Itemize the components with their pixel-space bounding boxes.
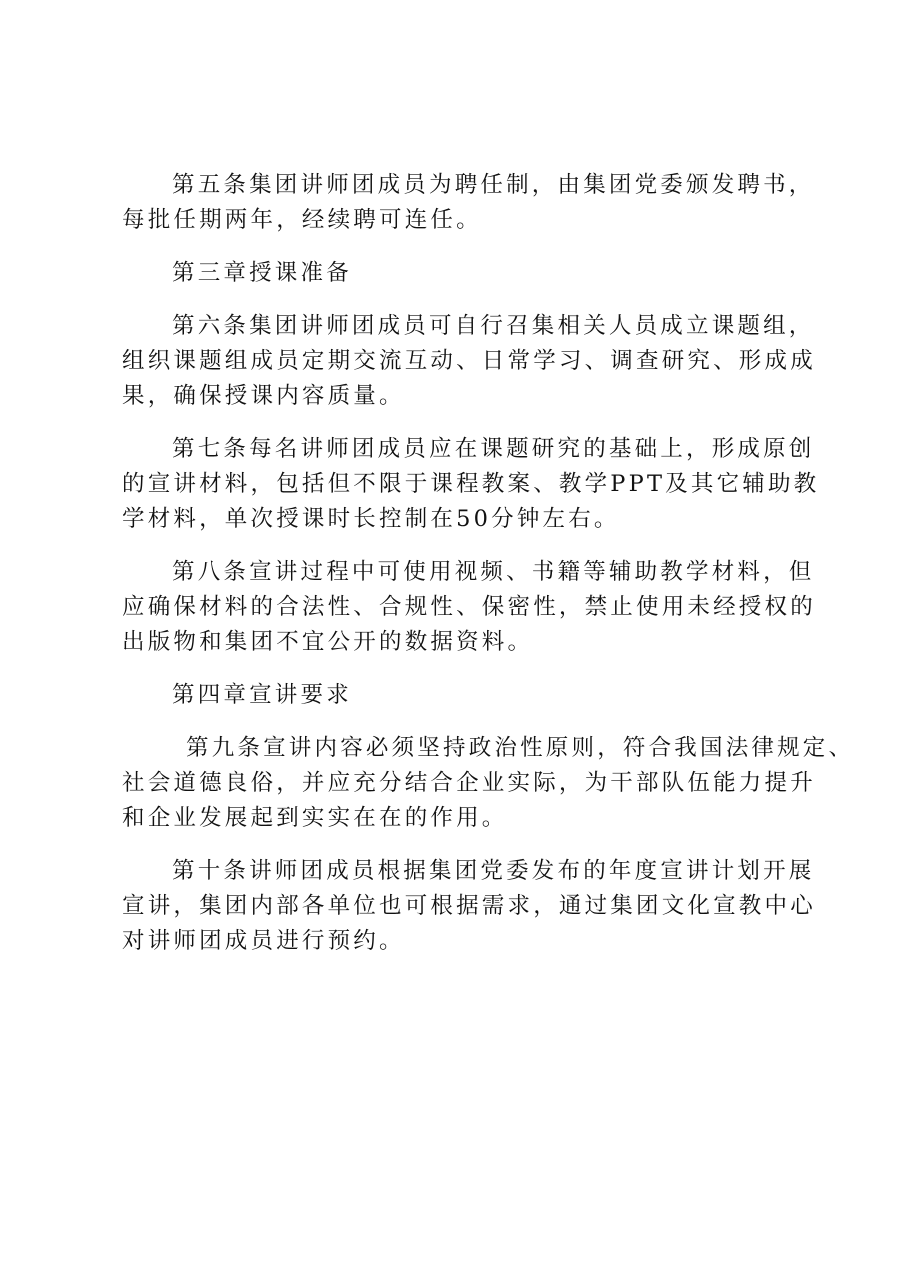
chapter-3-heading <box>122 256 822 291</box>
article-5-paragraph <box>122 168 822 238</box>
article-8-paragraph <box>122 555 822 660</box>
article-9-line-3: 和企业发展起到实实在在的作用。 <box>122 805 508 831</box>
article-6-line-2: 组织课题组成员定期交流互动、日常学习、调查研究、形成成 <box>122 348 816 374</box>
chapter-4-heading-text: 第四章宣讲要求 <box>172 682 352 708</box>
article-7-line-2: 的宣讲材料，包括但不限于课程教案、教学PPT及其它辅助教 <box>122 471 820 497</box>
article-7-line-3: 学材料，单次授课时长控制在50分钟左右。 <box>122 506 620 532</box>
article-10-line-1: 第十条讲师团成员根据集团党委发布的年度宣讲计划开展 <box>172 858 815 884</box>
article-7-line-1: 第七条每名讲师团成员应在课题研究的基础上，形成原创 <box>172 436 815 462</box>
article-8-line-3: 出版物和集团不宜公开的数据资料。 <box>122 629 534 655</box>
article-6-paragraph <box>122 309 822 414</box>
article-9-paragraph <box>122 731 855 836</box>
article-5-line-2: 每批任期两年，经续聘可连任。 <box>122 207 482 233</box>
article-5-line-1: 第五条集团讲师团成员为聘任制，由集团党委颁发聘书， <box>172 172 815 198</box>
article-9-line-1: 第九条宣讲内容必须坚持政治性原则，符合我国法律规定、 <box>186 735 855 761</box>
article-10-paragraph <box>122 854 822 959</box>
article-10-line-3: 对讲师团成员进行预约。 <box>122 928 405 954</box>
article-10-line-2: 宣讲，集团内部各单位也可根据需求，通过集团文化宣教中心 <box>122 893 816 919</box>
article-9-line-2: 社会道德良俗，并应充分结合企业实际，为干部队伍能力提升 <box>122 770 816 796</box>
article-8-line-1: 第八条宣讲过程中可使用视频、书籍等辅助教学材料，但 <box>172 559 815 585</box>
document-body <box>122 168 855 977</box>
article-8-line-2: 应确保材料的合法性、合规性、保密性，禁止使用未经授权的 <box>122 594 816 620</box>
article-6-line-3: 果，确保授课内容质量。 <box>122 383 405 409</box>
chapter-3-heading-text: 第三章授课准备 <box>172 260 352 286</box>
chapter-4-heading <box>122 678 822 713</box>
article-6-line-1: 第六条集团讲师团成员可自行召集相关人员成立课题组， <box>172 313 815 339</box>
article-7-paragraph <box>122 432 822 537</box>
